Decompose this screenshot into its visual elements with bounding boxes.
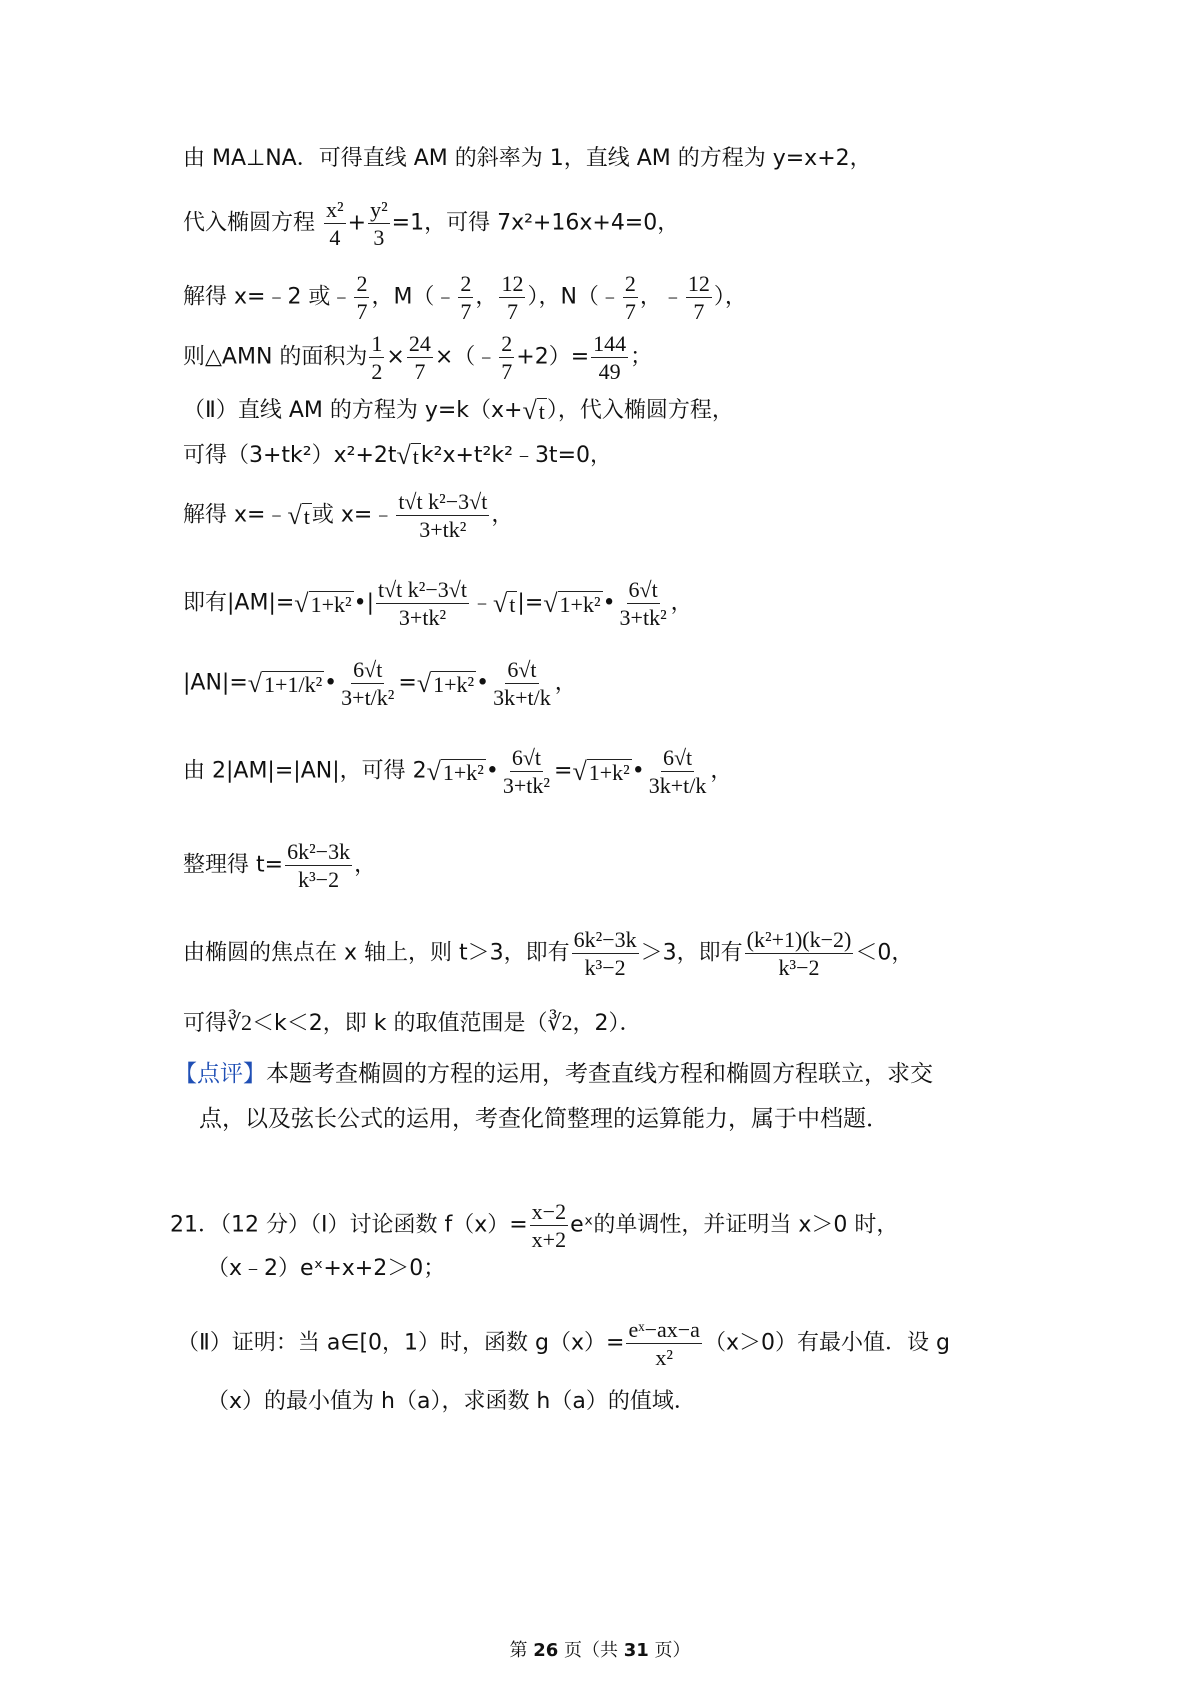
fraction: $\frac{\text{t√t k²−3√t}}{\text{3+tk²}}$ bbox=[377, 577, 467, 631]
line-text: eˣ的单调性，并证明当 x＞0 时， bbox=[570, 1212, 899, 1238]
line-text: ， bbox=[491, 502, 514, 528]
text-line bbox=[183, 443, 612, 469]
line-text: =1，可得 7x²+16x+4=0， bbox=[391, 210, 680, 236]
line-text: = bbox=[554, 758, 573, 784]
line-text: 可得（3+tk²）x²+2t bbox=[183, 443, 397, 468]
line-text: （x＞0）有最小值．设 g bbox=[703, 1330, 950, 1356]
line-text: ，﹣ bbox=[639, 284, 684, 310]
text-line bbox=[183, 658, 577, 709]
text-line bbox=[207, 1391, 696, 1413]
line-text: 解得 x=﹣ bbox=[183, 502, 288, 528]
text-line bbox=[183, 272, 747, 323]
fraction: $\frac{6√t}{\text{3+tk²}}$ bbox=[619, 577, 667, 631]
text-line bbox=[207, 1258, 445, 1280]
line-text: ； bbox=[630, 344, 653, 370]
fraction: $\frac{\text{x²}}{4}$ bbox=[326, 197, 344, 251]
line-text: ＜k＜2，即 k 的取值范围是（ bbox=[252, 1011, 548, 1036]
operator: + bbox=[347, 210, 367, 236]
text-line bbox=[177, 1318, 950, 1369]
line-text: 21．（12 分）（Ⅰ）讨论函数 f（x）= bbox=[170, 1212, 528, 1238]
line-text: （Ⅱ）证明：当 a∈[0，1）时，函数 g（x）= bbox=[177, 1330, 625, 1356]
footer-text: 第 bbox=[509, 1640, 528, 1661]
sqrt: √1+k² bbox=[426, 756, 484, 786]
line-text: 即有|AM|= bbox=[183, 590, 295, 616]
page-footer bbox=[0, 1636, 1200, 1662]
line-text: 或 x=﹣ bbox=[311, 502, 395, 528]
line-text: ， bbox=[475, 284, 498, 310]
line-text: 由 2|AM|=|AN|，可得 2 bbox=[183, 758, 427, 784]
line-text: 可得 bbox=[183, 1011, 228, 1036]
fraction: $\frac{\text{t√t k²−3√t}}{\text{3+tk²}}$ bbox=[398, 489, 488, 543]
fraction: $\frac{2}{7}$ bbox=[460, 271, 472, 325]
fraction: $\frac{\text{y²}}{3}$ bbox=[370, 197, 388, 251]
text-line bbox=[183, 578, 693, 629]
text-line bbox=[183, 928, 913, 979]
fraction: $\frac{24}{7}$ bbox=[408, 331, 431, 385]
line-text: ， bbox=[354, 852, 377, 878]
comment-block bbox=[199, 1108, 889, 1131]
comment-text: 点，以及弦长公式的运用，考查化简整理的运算能力，属于中档题． bbox=[199, 1106, 889, 1132]
comment-text: 本题考查椭圆的方程的运用，考查直线方程和椭圆方程联立，求交 bbox=[266, 1061, 933, 1087]
page-total: 31 bbox=[623, 1640, 649, 1661]
fraction: $\frac{\text{(k²+1)(k−2)}}{\text{k³−2}}$ bbox=[746, 927, 852, 981]
text-line bbox=[183, 198, 679, 249]
fraction: $\frac{2}{7}$ bbox=[356, 271, 368, 325]
footer-text: 页） bbox=[654, 1640, 691, 1661]
fraction: $\frac{12}{7}$ bbox=[501, 271, 524, 325]
line-text: ， bbox=[710, 758, 733, 784]
line-text: 则△AMN 的面积为 bbox=[183, 344, 368, 370]
fraction: $\frac{x-2}{x+2}$ bbox=[531, 1199, 567, 1253]
line-text: = bbox=[398, 670, 417, 696]
fraction: $\frac{12}{7}$ bbox=[687, 271, 710, 325]
fraction: $\frac{144}{49}$ bbox=[593, 331, 627, 385]
line-text: ），代入椭圆方程， bbox=[546, 398, 734, 423]
line-text: k²x+t²k²﹣3t=0， bbox=[420, 443, 612, 468]
line-text: • bbox=[485, 758, 499, 784]
line-text: • bbox=[631, 758, 645, 784]
sqrt: √t bbox=[493, 588, 516, 618]
line-text: （Ⅱ）直线 AM 的方程为 y=k（x+ bbox=[183, 398, 523, 423]
line-text: +2）= bbox=[516, 344, 590, 370]
line-text: ， bbox=[670, 590, 693, 616]
line-text: ×（﹣ bbox=[434, 344, 498, 370]
line-text: （x）的最小值为 h（a），求函数 h（a）的值域． bbox=[207, 1389, 696, 1414]
line-text: ）， bbox=[713, 284, 747, 310]
line-text: × bbox=[386, 344, 405, 370]
line-text: |AN|= bbox=[183, 670, 248, 696]
line-text: ，2）． bbox=[572, 1011, 642, 1036]
line-text: • bbox=[324, 670, 338, 696]
sqrt: √t bbox=[287, 500, 310, 530]
line-text: ＜0， bbox=[855, 940, 914, 966]
fraction: $\frac{6√t}{\text{3+tk²}}$ bbox=[502, 745, 551, 799]
sqrt: √t bbox=[396, 441, 419, 470]
line-text: ），N（﹣ bbox=[527, 284, 621, 310]
line-text: |= bbox=[517, 590, 544, 616]
line-text: ﹣ bbox=[470, 590, 493, 616]
line-text: 解得 x=﹣2 或﹣ bbox=[183, 284, 353, 310]
sqrt: √1+k² bbox=[294, 588, 352, 618]
text-line bbox=[183, 1012, 642, 1035]
question-21 bbox=[170, 1200, 898, 1251]
comment-tag: 【点评】 bbox=[174, 1061, 266, 1087]
fraction: $\frac{6√t}{3k+t/k}$ bbox=[493, 657, 551, 711]
fraction: $\frac{2}{7}$ bbox=[501, 331, 513, 385]
line-text: 整理得 t= bbox=[183, 852, 284, 878]
text-line bbox=[183, 840, 376, 891]
sqrt: √1+1/k² bbox=[247, 668, 323, 698]
line-text: ＞3，即有 bbox=[640, 940, 743, 966]
comment-block bbox=[174, 1063, 933, 1086]
line-text: 由 MA⊥NA．可得直线 AM 的斜率为 1，直线 AM 的方程为 y=x+2， bbox=[183, 146, 872, 171]
fraction: $\frac{6√t}{3k+t/k}$ bbox=[648, 745, 707, 799]
text-line bbox=[183, 490, 513, 541]
line-text: ， bbox=[554, 670, 577, 696]
sqrt: √1+k² bbox=[543, 588, 601, 618]
line-text: （x﹣2）eˣ+x+2＞0； bbox=[207, 1256, 446, 1281]
cube-root: ∛2 bbox=[227, 1010, 253, 1035]
text-line bbox=[183, 332, 652, 383]
sqrt: √t bbox=[522, 396, 545, 425]
fraction: $\frac{6√t}{\text{3+t/k²}}$ bbox=[341, 657, 395, 711]
fraction: $\frac{2}{7}$ bbox=[624, 271, 636, 325]
line-text: • bbox=[602, 590, 616, 616]
sqrt: √1+k² bbox=[572, 756, 630, 786]
fraction: $\frac{\text{eˣ−ax−a}}{\text{x²}}$ bbox=[628, 1317, 700, 1371]
line-text: 代入椭圆方程 bbox=[183, 210, 316, 236]
line-text: 由椭圆的焦点在 x 轴上，则 t＞3，即有 bbox=[183, 940, 570, 966]
text-line bbox=[183, 148, 872, 170]
line-text: •| bbox=[353, 590, 374, 616]
line-text: • bbox=[476, 670, 490, 696]
line-text: ，M（﹣ bbox=[371, 284, 457, 310]
sqrt: √1+k² bbox=[416, 668, 475, 698]
fraction: $\frac{\text{6k²−3k}}{\text{k³−2}}$ bbox=[573, 927, 637, 981]
fraction: $\frac{\text{6k²−3k}}{\text{k³−2}}$ bbox=[287, 839, 351, 893]
page-number: 26 bbox=[533, 1640, 559, 1661]
footer-text: 页（共 bbox=[564, 1640, 618, 1661]
fraction: $\frac{1}{2}$ bbox=[371, 331, 383, 385]
cube-root: ∛2 bbox=[547, 1010, 573, 1035]
text-line bbox=[183, 398, 734, 424]
text-line bbox=[183, 746, 732, 797]
